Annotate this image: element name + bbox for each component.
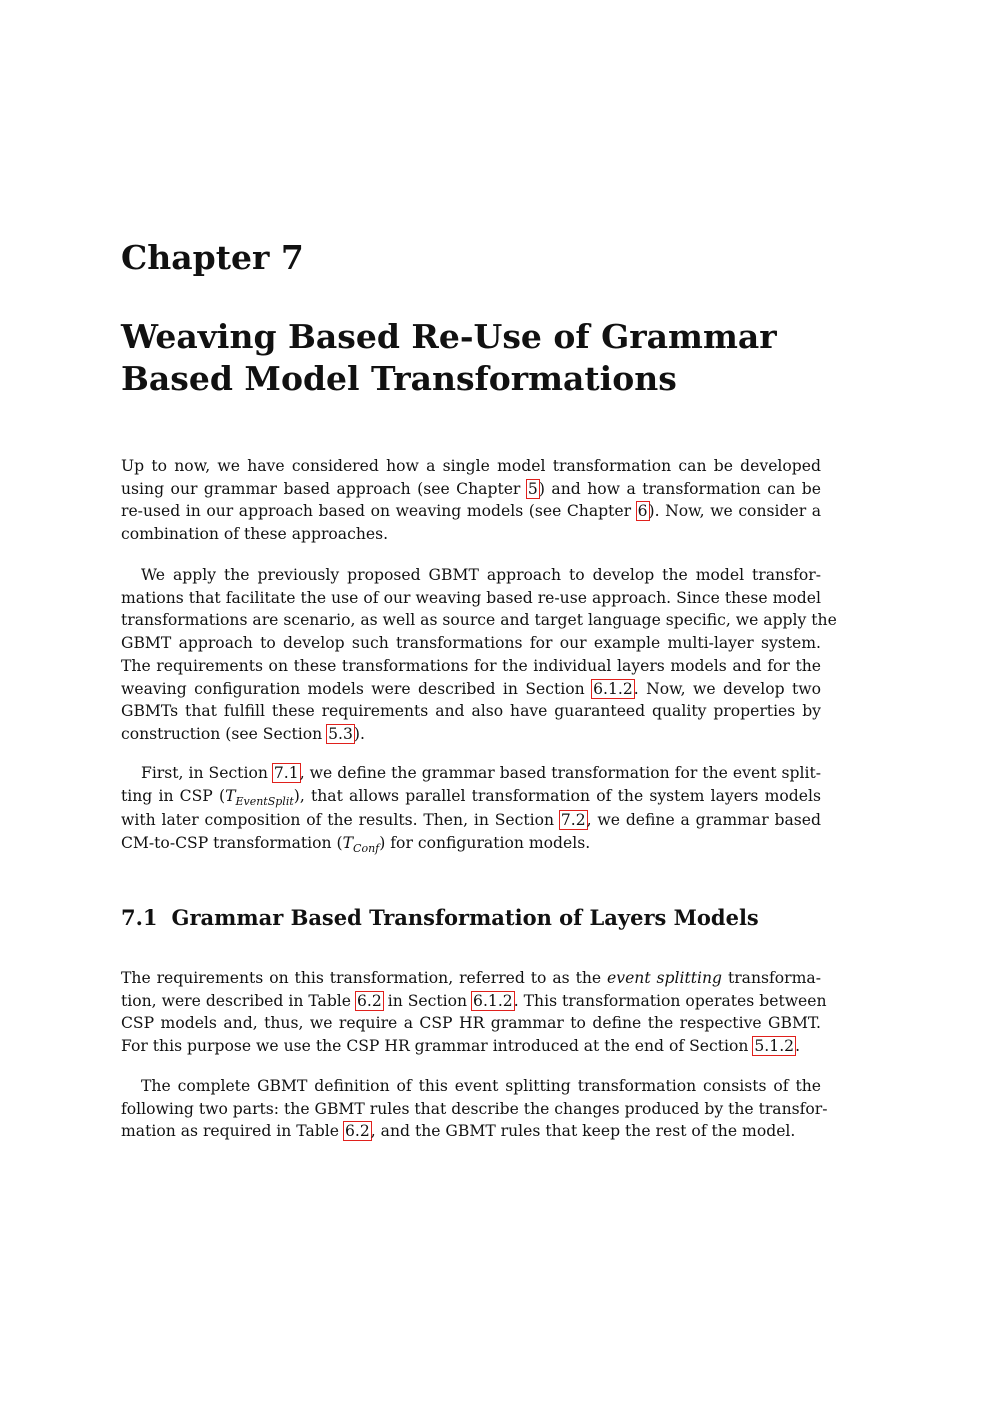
section-6-1-2-link[interactable]: 6.1.2: [593, 679, 633, 698]
section-number: 7.1: [121, 905, 158, 930]
section-5-1-2-link[interactable]: 5.1.2: [754, 1037, 795, 1056]
chapter-title-line: Weaving Based Re-Use of Grammar: [121, 317, 777, 356]
chapter-label: Chapter 7: [121, 238, 304, 277]
table-6-2-link[interactable]: 6.2: [344, 1122, 370, 1141]
text-line: ting in CSP $(T_{EventSplit})$, that allows parallel transformation of the system layers models: [121, 786, 821, 808]
text-line: tion, were described in Table 6.2 in Section 6.1.2. This transformation operates between: [121, 991, 827, 1010]
text-line: The requirements on these transformations for the individual layers models and for the: [121, 656, 821, 675]
text-line: mations that facilitate the use of our weaving based re-use approach. Since these model: [121, 588, 821, 607]
text-line: using our grammar based approach (see Chapter 5) and how a transformation can be: [121, 479, 821, 498]
table-6-2-link[interactable]: 6.2: [356, 991, 382, 1010]
text-line: transformations are scenario, as well as source and target language specific, we apply the: [121, 611, 837, 630]
chapter-title: [121, 316, 881, 400]
text-line: First, in Section 7.1, we define the grammar based transformation for the event split-: [141, 764, 821, 782]
text-line: weaving configuration models were described in Section 6.1.2. Now, we develop two: [121, 679, 821, 698]
text-line: CSP models and, thus, we require a CSP HR grammar to define the respective GBMT.: [121, 1014, 821, 1033]
text-line: GBMTs that fulfill these requirements and also have guaranteed quality properties by: [121, 702, 821, 721]
section-6-1-2-link[interactable]: 6.1.2: [473, 991, 513, 1010]
section-heading: [121, 903, 759, 933]
section-title: Grammar Based Transformation of Layers Models: [171, 905, 759, 930]
text-line: with later composition of the results. Then, in Section 7.2, we define a grammar based: [121, 811, 821, 830]
text-line: We apply the previously proposed GBMT approach to develop the model transfor-: [141, 566, 821, 584]
text-line: combination of these approaches.: [121, 525, 389, 544]
section-paragraph-2: [121, 1075, 828, 1143]
chapter-6-link[interactable]: 6: [637, 502, 648, 521]
text-line: The requirements on this transformation, referred to as the event splitting transforma-: [121, 969, 821, 987]
intro-paragraph-1: [121, 455, 821, 546]
section-7-2-link[interactable]: 7.2: [560, 811, 586, 830]
section-7-1-link[interactable]: 7.1: [273, 764, 299, 782]
text-line: CM-to-CSP transformation $(T_{Conf})$ for configuration models.: [121, 834, 591, 856]
text-line: following two parts: the GBMT rules that describe the changes produced by the transfor-: [121, 1099, 828, 1118]
text-line: re-used in our approach based on weaving models (see Chapter 6). Now, we consider a: [121, 502, 821, 521]
text-line: GBMT approach to develop such transformations for our example multi-layer system.: [121, 634, 821, 653]
chapter-5-link[interactable]: 5: [527, 479, 538, 498]
text-line: The complete GBMT definition of this event splitting transformation consists of the: [141, 1077, 821, 1095]
section-paragraph-1: [121, 967, 827, 1058]
intro-paragraph-2: [121, 564, 837, 746]
text-line: mation as required in Table 6.2, and the GBMT rules that keep the rest of the model.: [121, 1122, 796, 1141]
chapter-title-line: Based Model Transformations: [121, 359, 677, 398]
text-line: For this purpose we use the CSP HR grammar introduced at the end of Section 5.1.2.: [121, 1037, 801, 1056]
section-5-3-link[interactable]: 5.3: [328, 724, 353, 743]
text-line: Up to now, we have considered how a single model transformation can be developed: [121, 457, 821, 475]
intro-paragraph-3: [121, 762, 821, 857]
text-line: construction (see Section 5.3).: [121, 724, 365, 743]
